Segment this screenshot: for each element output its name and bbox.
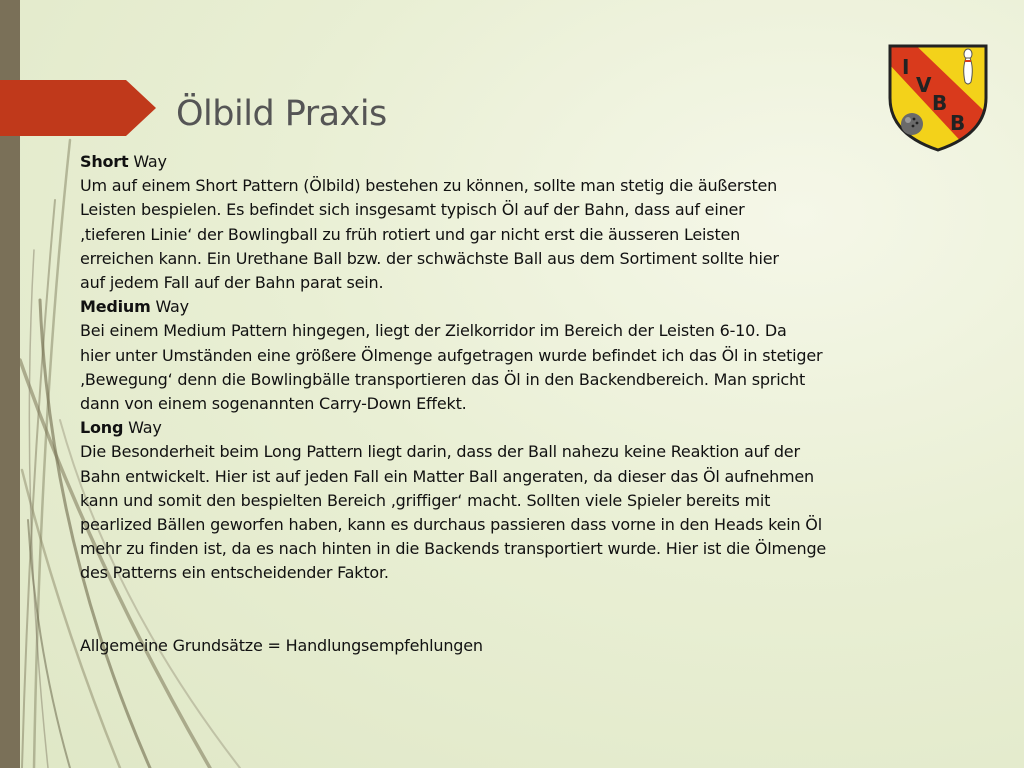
paragraph-line: auf jedem Fall auf der Bahn parat sein.	[80, 273, 384, 293]
heading-rest: Way	[128, 152, 167, 171]
bowling-pin-icon	[964, 49, 973, 84]
section-long-way	[80, 416, 1010, 585]
paragraph-line: dann von einem sogenannten Carry-Down Effekt.	[80, 394, 467, 414]
paragraph-line: erreichen kann. Ein Urethane Ball bzw. der schwächste Ball aus dem Sortiment sollte hier	[80, 248, 779, 268]
section-medium-way	[80, 295, 1010, 416]
paragraph-line: ‚Bewegung‘ denn die Bowlingbälle transportieren das Öl in den Backendbereich. Man spricht	[80, 369, 806, 389]
paragraph-line: Die Besonderheit beim Long Pattern liegt darin, dass der Ball nahezu keine Reaktion auf der	[80, 442, 800, 462]
heading-rest: Way	[123, 418, 162, 438]
spacer	[80, 586, 1010, 634]
logo-letter-b1: B	[932, 91, 948, 115]
paragraph-line: Leisten bespielen. Es befindet sich insgesamt typisch Öl auf der Bahn, dass auf einer	[80, 200, 745, 220]
heading-bold: Medium	[80, 297, 151, 317]
heading-rest: Way	[150, 297, 189, 317]
logo-letter-v: V	[916, 73, 932, 97]
paragraph-line: pearlized Bällen geworfen haben, kann es durchaus passieren dass vorne in den Heads kein Öl	[80, 515, 822, 535]
slide-content	[80, 150, 1010, 658]
paragraph-line: Bahn entwickelt. Hier ist auf jeden Fall ein Matter Ball angeraten, da dieser das Öl aufnehmen	[80, 466, 814, 486]
paragraph-line: mehr zu finden ist, da es nach hinten in die Backends transportiert wurde. Hier ist die Ölmenge	[80, 539, 827, 559]
section-heading	[80, 295, 1010, 319]
paragraph-line: ‚tieferen Linie‘ der Bowlingball zu früh rotiert und gar nicht erst die äusseren Leisten	[80, 224, 741, 244]
paragraph-line: Bei einem Medium Pattern hingegen, liegt der Zielkorridor im Bereich der Leisten 6-10. Da	[80, 321, 787, 341]
section-short-way	[80, 150, 1010, 295]
ivbb-shield-logo	[886, 42, 990, 154]
paragraph-line: des Patterns ein entscheidender Faktor.	[80, 563, 389, 583]
footer-text: Allgemeine Grundsätze = Handlungsempfehlungen	[80, 635, 483, 655]
paragraph-line: Um auf einem Short Pattern (Ölbild) bestehen zu können, sollte man stetig die äußersten	[80, 176, 778, 196]
paragraph-line: kann und somit den bespielten Bereich ‚griffiger‘ macht. Sollten viele Spieler bereits mit	[80, 490, 771, 510]
title-arrow-tab	[0, 80, 156, 136]
section-heading	[80, 150, 1010, 174]
logo-letter-b2: B	[950, 111, 966, 135]
bowling-ball-icon	[901, 113, 923, 135]
logo-letter-i: I	[902, 55, 910, 79]
heading-bold: Long	[80, 418, 124, 438]
heading-bold: Short	[80, 152, 129, 171]
paragraph-line: hier unter Umständen eine größere Ölmenge aufgetragen wurde befindet ich das Öl in stetiger	[80, 345, 823, 365]
section-heading	[80, 416, 1010, 440]
page-title: Ölbild Praxis	[176, 94, 387, 134]
